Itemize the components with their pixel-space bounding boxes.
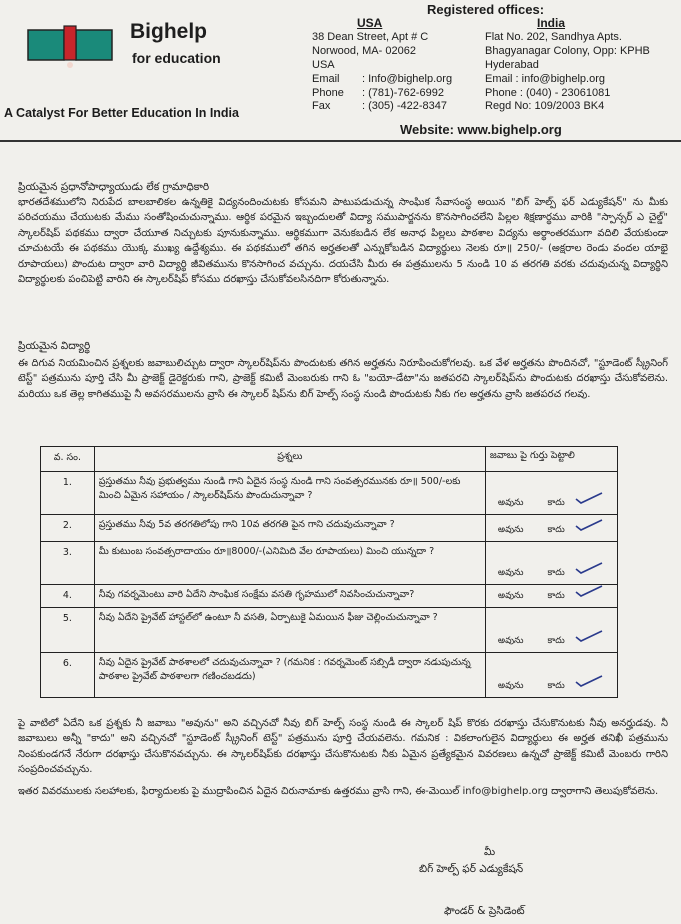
eligibility-table (40, 446, 618, 698)
india-regd-no: Regd No: 109/2003 BK4 (485, 100, 605, 113)
answer-options (498, 591, 565, 603)
no-option[interactable]: కాదు (547, 568, 565, 578)
row-number: 4. (41, 585, 95, 608)
usa-phone-row (312, 87, 452, 101)
table-row (41, 472, 618, 515)
brand-subtitle: for education (132, 50, 221, 66)
check-mark-icon (575, 585, 603, 597)
usa-fax-value: : (305) -422-8347 (362, 100, 447, 113)
table-row (41, 585, 618, 608)
usa-office-address (312, 17, 452, 114)
row-number: 2. (41, 515, 95, 542)
table-row (41, 653, 618, 698)
row-question: నీవు ఏదైన ప్రైవేట్ పాఠశాలలో చదువుచున్నావా ? (గమనిక : గవర్నమెంట్ సబ్సిడీ ద్వారా నడుపుచున్న పాఠశాల ప్రైవేట్ పాఠశాలగా గణించబడదు) (94, 653, 485, 698)
table-row (41, 542, 618, 585)
bighelp-logo (26, 24, 114, 68)
answer-options (498, 681, 565, 693)
no-option[interactable]: కాదు (547, 591, 565, 601)
india-address-line: Flat No. 202, Sandhya Apts. (485, 30, 622, 43)
no-option[interactable]: కాదు (547, 636, 565, 646)
instructions-paragraph: ఈ దిగువ నియమించిన ప్రశ్నలకు జవాబులిచ్చుట ద్వారా స్కాలర్‌షిప్‌ను పొందుటకు తగిన అర్హతను నిరూపించుకోగలవు. ఒక వేళ అర్హతను పొందినచో, "స్టూడెంట్ స్క్రీనింగ్ టెస్ట్" పత్రమును పూర్తి చేసి మీ ప్రాజెక్ట్ డైరెక్టరుకు గాని, ప్రాజెక్ట్ కమిటీ మెంబరుకు గాని ఓ "బయో-డేటా"ను జతపరచి స్కాలర్‌షిప్‌ను పొందుటకు దరఖాస్తు చేసుకోవలెను. మరియు ఒక తెల్ల కాగితముపై నీ అవసరములను వ్రాసి ఈ స్కాలర్ షిప్‌ను బిగ్ హెల్ప్ సంస్థ నుండి పొందుటకు నీకు గల అర్హతను వ్రాసి జతపరచ గలవు. (18, 358, 668, 400)
row-question: ప్రస్తుతము నీవు ప్రభుత్వము నుండి గాని ఏదైన సంస్థ నుండి గాని సంవత్సరమునకు రూ॥ 500/-లకు మించి ఏమైన సహాయం / స్కాలర్‌షిప్‌ను పొందుచున్నావా ? (94, 472, 485, 515)
usa-email-row (312, 73, 452, 87)
answer-options (498, 568, 565, 580)
brand-name: Bighelp (130, 20, 207, 43)
usa-email-value: : Info@bighelp.org (362, 72, 453, 85)
row-number: 1. (41, 472, 95, 515)
yes-option[interactable]: అవును (497, 636, 524, 646)
intro-paragraph: భారతదేశములోని నిరుపేద బాలబాలికల ఉన్నతికై విద్యనందించుటకు కోసమని పాటుపడుచున్న సాంఘిక సేవాసంస్థ అయిన "బిగ్ హెల్ప్ ఫర్ ఎడ్యుకేషన్" ను మీకు పరిచయము చేయుటకు మేము సంతోషించుచున్నాము. ఆర్థిక పరమైన ఇబ్బందులతో విద్యా సముపార్జనను కొనసాగించలేని పిల్లల శిక్షణార్థము వారికి "స్పాన్సర్ ఎ చైల్డ్" స్కాలర్‌షిప్ పథకము ద్వారా చేయూత నిచ్చుటకు పూనుకున్నాము. ఆర్థికముగా వెనుకబడిన లేక అనాధ పిల్లలు పాఠశాల విద్యను అర్థాంతరముగా వదిలి వేయకుండా చూచుటయే ఈ పథకము యొక్క ముఖ్య ఉద్దేశ్యము. ఈ పథకములో తగిన అర్హతలతో ఎన్నుకోబడిన విద్యార్థులు నెలకు రూ॥ 250/- (అక్షరాల రెండు వందల యాభై రూపాయలు) పొందుట ద్వారా వారి విద్యార్థి జీవితమును కొనసాగించ వచ్చును. దయచేసి మీరు ఈ పత్రములను 5 నుండి 10 వ తరగతి వరకు చదువుచున్న విద్యార్థిని విద్యార్థులకు పంచిపెట్టి వారిని ఈ స్కాలర్‌షిప్ కోసము దరఖాస్తు చేసుకోవలసినదిగా కోరుతున్నాను. (18, 197, 668, 286)
table-row (41, 608, 618, 653)
row-question: నీవు గవర్నమెంటు వారి ఏదేని సాంఘిక సంక్షేమ వసతి గృహములో నివసించుచున్నావా? (94, 585, 485, 608)
header-divider (0, 140, 681, 142)
check-mark-icon (575, 630, 603, 642)
answer-cell[interactable] (485, 608, 617, 653)
header-serial: వ. సం. (41, 447, 95, 472)
india-office-address (485, 17, 650, 114)
row-question: ప్రస్తుతము నీవు 5వ తరగతిలోపు గాని 10వ తరగతి పైన గాని చదువుచున్నావా ? (94, 515, 485, 542)
no-option[interactable]: కాదు (547, 498, 565, 508)
row-question: నీవు ఏదేని ప్రైవేట్ హాస్టల్‌లో ఉంటూ నీ వసతి, ఏర్పాటుకై ఏమయిన ఫీజు చెల్లించుచున్నావా ? (94, 608, 485, 653)
usa-heading: USA (357, 16, 383, 30)
check-mark-icon (575, 519, 603, 531)
website: Website: www.bighelp.org (400, 122, 562, 137)
yes-option[interactable]: అవును (497, 591, 524, 601)
eligibility-note-paragraph: పై వాటిలో ఏదేని ఒక ప్రశ్నకు నీ జవాబు "అవును" అని వచ్చినచో నీవు బిగ్ హెల్ప్ సంస్థ నుండి ఈ స్కాలర్ షిప్ కొరకు దరఖాస్తు చేసుకొనుటకు నీవు అనర్హుడవు. నీ జవాబులు అన్నీ "కాదు" అని వచ్చినచో "స్టూడెంట్ స్క్రీనింగ్ టెస్ట్" పత్రమును పూర్తి చేయవలెను. గమనిక : వికలాంగులైన విద్యార్థులు ఈ అర్హత తనిఖీ పత్రమును నింపకుండగనే నేరుగా దరఖాస్తు చేసుకొనవచ్చును. ఈ స్కాలర్‌షిప్‌కు దరఖాస్తు చేసుకొనుటకు నీకు ఏమైన ప్రత్యేకమైన వివరణలు ఉన్నచో ప్రాజెక్ట్ కమిటీ మెంబరు గారిని సంప్రదించవచ్చును. (18, 718, 668, 776)
usa-fax-row (312, 100, 452, 114)
usa-phone-label: Phone (312, 86, 344, 99)
no-option[interactable]: కాదు (547, 681, 565, 691)
usa-phone-value: : (781)-762-6992 (362, 86, 444, 99)
answer-options (498, 498, 565, 510)
answer-cell[interactable] (485, 542, 617, 585)
row-number: 3. (41, 542, 95, 585)
signatory: బిగ్ హెల్ప్ ఫర్ ఎడ్యుకేషన్ (419, 863, 524, 875)
answer-cell[interactable] (485, 653, 617, 698)
india-heading: India (537, 16, 566, 30)
answer-cell[interactable] (485, 585, 617, 608)
salutation: ప్రియమైన ప్రధానోపాధ్యాయుడు లేక గ్రామాధికారి (18, 181, 210, 193)
designation: ఫౌండర్ & ప్రెసిడెంట్ (444, 905, 525, 917)
usa-address-line: USA (312, 58, 335, 71)
check-mark-icon (575, 562, 603, 574)
answer-options (498, 525, 565, 537)
yes-option[interactable]: అవును (497, 681, 524, 691)
answer-cell[interactable] (485, 515, 617, 542)
table-header-row (41, 447, 618, 472)
answer-cell[interactable] (485, 472, 617, 515)
tagline: A Catalyst For Better Education In India (4, 106, 239, 120)
india-address-line: Hyderabad (485, 58, 539, 71)
header-answer: జవాబు పై గుర్తు పెట్టాలి (485, 447, 617, 472)
no-option[interactable]: కాదు (547, 525, 565, 535)
yes-option[interactable]: అవును (497, 498, 524, 508)
usa-address-line: 38 Dean Street, Apt # C (312, 30, 429, 43)
india-email: Email : info@bighelp.org (485, 72, 606, 85)
closing: మీ (484, 846, 496, 858)
check-mark-icon (575, 675, 603, 687)
table-row (41, 515, 618, 542)
row-question: మీ కుటుంబ సంవత్సరాదాయం రూ॥8000/-(ఎనిమిది వేల రూపాయలు) మించి యున్నదా ? (94, 542, 485, 585)
row-number: 5. (41, 608, 95, 653)
registered-offices-title: Registered offices: (427, 2, 545, 17)
yes-option[interactable]: అవును (497, 525, 524, 535)
usa-fax-label: Fax (312, 100, 331, 113)
usa-address-line: Norwood, MA- 02062 (312, 44, 416, 57)
header-questions: ప్రశ్నలు (94, 447, 485, 472)
row-number: 6. (41, 653, 95, 698)
yes-option[interactable]: అవును (497, 568, 524, 578)
check-mark-icon (575, 492, 603, 504)
student-salutation: ప్రియమైన విద్యార్థి (18, 340, 91, 352)
usa-email-label: Email (312, 72, 340, 85)
answer-options (498, 636, 565, 648)
contact-paragraph: ఇతర వివరములకు సలహాలకు, ఫిర్యాదులకు పై ముద్రాపించిన ఏదైన చిరునామాకు ఉత్తరము వ్రాసి గాని, ఈ-మెయిల్ info@bighelp.org ద్వారాగాని తెలుపుకోవలెను. (18, 786, 659, 797)
india-phone: Phone : (040) - 23061081 (485, 86, 611, 99)
india-address-line: Bhagyanagar Colony, Opp: KPHB (485, 44, 650, 57)
